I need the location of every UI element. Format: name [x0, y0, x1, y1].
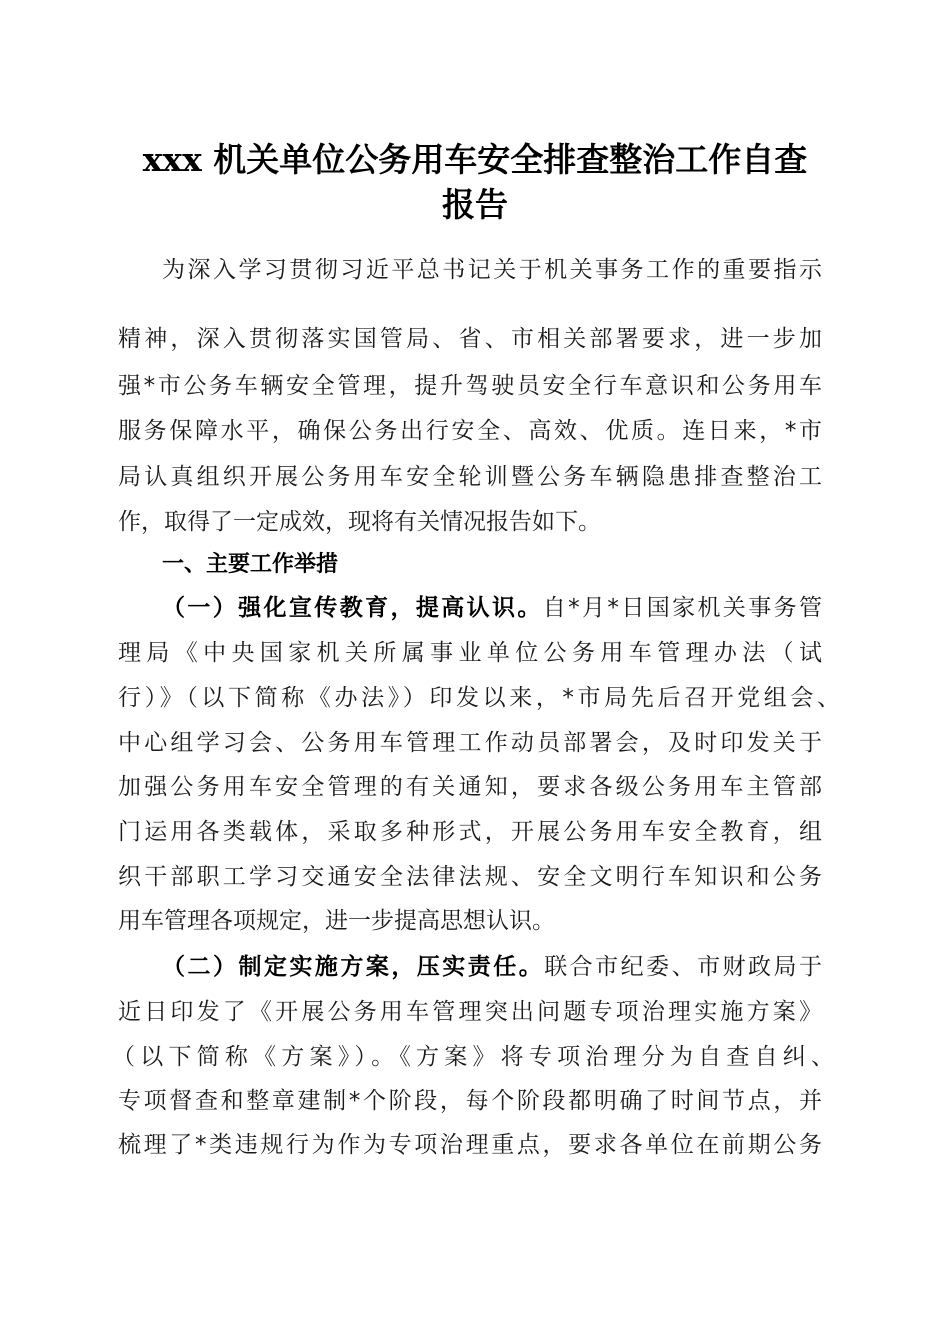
paragraph-line: 服务保障水平，确保公务出行安全、高效、优质。连日来，*市 — [118, 418, 822, 444]
paragraph-line: 用车管理各项规定，进一步提高思想认识。 — [118, 908, 555, 934]
paragraph-line: 理局《中央国家机关所属事业单位公务用车管理办法（试 — [118, 640, 822, 666]
section-heading: 一、主要工作举措 — [162, 552, 339, 577]
title-line-2: 报告 — [442, 185, 508, 224]
item-lead-rest: 联合市纪委、市财政局于 — [544, 954, 823, 980]
item-lead: （二）制定实施方案，压实责任。 — [162, 954, 545, 980]
item-first-line — [162, 591, 822, 625]
paragraph-line: 精神，深入贯彻落实国管局、省、市相关部署要求，进一步加 — [118, 326, 822, 352]
paragraph-line: 织干部职工学习交通安全法律法规、安全文明行车知识和公务 — [118, 864, 822, 890]
item-first-line — [162, 950, 822, 984]
document-title — [100, 137, 850, 227]
paragraph-line: 近日印发了《开展公务用车管理突出问题专项治理实施方案》 — [118, 999, 822, 1025]
item-lead-rest: 自*月*日国家机关事务管 — [542, 595, 823, 621]
paragraph-line: （以下简称《方案》）。《方案》将专项治理分为自查自纠、 — [112, 1044, 834, 1070]
title-line-1: xxx 机关单位公务用车安全排查整治工作自查 — [142, 140, 808, 179]
paragraph-line: 专项督查和整章建制*个阶段，每个阶段都明确了时间节点，并 — [118, 1088, 822, 1114]
paragraph-line: 作，取得了一定成效，现将有关情况报告如下。 — [118, 509, 601, 535]
item-lead: （一）强化宣传教育，提高认识。 — [162, 595, 543, 621]
paragraph-line: 加强公务用车安全管理的有关通知，要求各级公务用车主管部 — [118, 774, 822, 800]
paragraph-line: 行）》（以下简称《办法》）印发以来，*市局先后召开党组会、 — [118, 685, 840, 711]
paragraph-line: 门运用各类载体，采取多种形式，开展公务用车安全教育，组 — [118, 819, 822, 845]
paragraph-line: 强*市公务车辆安全管理，提升驾驶员安全行车意识和公务用车 — [118, 373, 822, 399]
paragraph-line: 梳理了*类违规行为作为专项治理重点，要求各单位在前期公务 — [118, 1132, 822, 1158]
paragraph-line: 中心组学习会、公务用车管理工作动员部署会，及时印发关于 — [118, 730, 822, 756]
paragraph-line: 局认真组织开展公务用车安全轮训暨公务车辆隐患排查整治工 — [118, 464, 822, 490]
paragraph-line: 为深入学习贯彻习近平总书记关于机关事务工作的重要指示 — [162, 257, 822, 283]
